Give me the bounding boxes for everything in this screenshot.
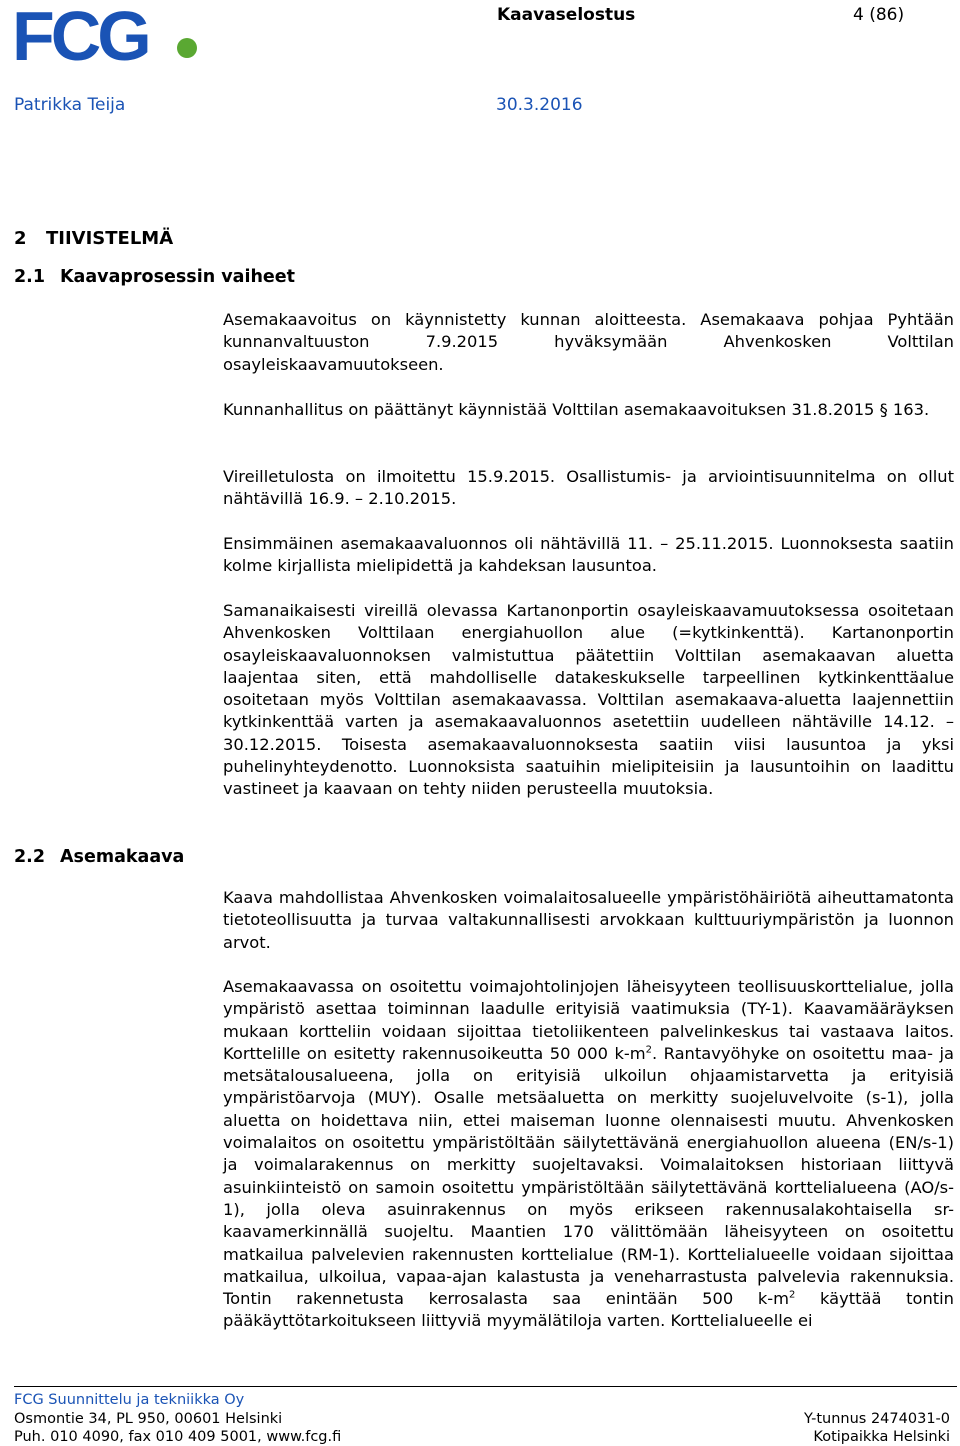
paragraph-text: käyttää tontin pääkäyttötarkoitukseen liittyviä myymälätiloja varten. Korttelialueelle ei bbox=[223, 1289, 954, 1331]
footer-divider bbox=[14, 1386, 957, 1387]
footer-business-id: Y-tunnus 2474031-0 bbox=[803, 1411, 950, 1427]
superscript: 2 bbox=[645, 1044, 652, 1056]
footer-domicile: Kotipaikka Helsinki bbox=[813, 1429, 950, 1445]
subsection-number: 2.1 bbox=[14, 267, 46, 287]
page-number: 4 (86) bbox=[853, 5, 905, 25]
document-date: 30.3.2016 bbox=[496, 95, 583, 115]
paragraph-text: . Rantavyöhyke on osoitettu maa- ja metsätalousalueena, jolla on erityisiä ulkoilun ohjaamistarvetta ja erityisiä ympäristöarvoja (MUY). Osalle metsäaluetta on merkitty suojeluvelvoite (s-1), jolla aluetta on hoidettava niin, ettei maiseman luonne olennaisesti muutu. Ahvenkosken voimalaitos on osoitettu ympäristöltään säilytettävänä energiahuollon alueena (EN/s-1) ja voimalarakennus on merkitty suojeltavaksi. Voimalaitoksen historiaan liittyvä asuinkiinteistö on samoin osoitettu ympäristöltään säilytettävänä korttelialueena (AO/s-1), jolla oleva asuinrakennus on myös erikseen rakennusalakohtaisella sr-kaavamerkinnällä suojeltu. Maantien 170 välittömään läheisyyteen on osoitettu matkailua palvelevien rakennusten korttelialue (RM-1). Korttelialueelle voidaan sijoittaa matkailua, ulkoilua, vapaa-ajan kalastusta ja veneharrastusta palvelevia rakennuksia. Tontin rakennetusta kerrosalasta saa enintään 500 k-m bbox=[223, 1043, 954, 1309]
subsection-title: Kaavaprosessin vaiheet bbox=[60, 267, 296, 287]
subsection-number: 2.2 bbox=[14, 847, 46, 867]
footer-company: FCG Suunnittelu ja tekniikka Oy bbox=[14, 1392, 245, 1408]
logo-text: FCG bbox=[12, 2, 148, 66]
paragraph bbox=[223, 976, 954, 1333]
section-number: 2 bbox=[14, 228, 27, 249]
paragraph: Asemakaavoitus on käynnistetty kunnan aloitteesta. Asemakaava pohjaa Pyhtään kunnanvaltuuston 7.9.2015 hyväksymään Ahvenkosken Volttilan osayleiskaavamuutokseen. bbox=[223, 310, 954, 374]
section-heading bbox=[14, 228, 173, 250]
paragraph: Vireilletulosta on ilmoitettu 15.9.2015. Osallistumis- ja arviointisuunnitelma on ollut nähtävillä 16.9. – 2.10.2015. bbox=[223, 467, 954, 509]
subsection-title: Asemakaava bbox=[60, 847, 185, 867]
paragraph: Ensimmäinen asemakaavaluonnos oli nähtävillä 11. – 25.11.2015. Luonnoksesta saatiin kolme kirjallista mielipidettä ja kahdeksan lausuntoa. bbox=[223, 534, 954, 576]
section-title: TIIVISTELMÄ bbox=[46, 228, 174, 249]
footer-contact: Puh. 010 4090, fax 010 409 5001, www.fcg.fi bbox=[14, 1429, 342, 1445]
fcg-logo bbox=[12, 2, 202, 66]
paragraph: Samanaikaisesti vireillä olevassa Kartanonportin osayleiskaavamuutoksessa osoitetaan Ahvenkosken Volttilaan energiahuollon alue (=kytkinkenttä). Kartanonportin osayleiskaavaluonnoksen valmistuttua päätettiin Volttilan asemakaavan aluetta laajentaa siten, että mahdolliselle datakeskukselle tarpeellinen kytkinkenttäalue osoitetaan myös Volttilan asemakaavassa. Volttilan asemakaava-aluetta laajennettiin kytkinkenttää varten ja asemakaavaluonnos asetettiin uudelleen nähtäville 14.12. – 30.12.2015. Toisesta asemakaavaluonnoksesta saatiin viisi lausuntoa ja yksi puhelinyhteydenotto. Luonnoksista saatuihin mielipiteisiin ja lausuntoihin on laadittu vastineet ja kaavaan on tehty niiden perusteella muutoksia. bbox=[223, 601, 954, 799]
subsection-heading-2-1 bbox=[14, 266, 295, 288]
superscript: 2 bbox=[789, 1289, 796, 1301]
paragraph: Kaava mahdollistaa Ahvenkosken voimalaitosalueelle ympäristöhäiriötä aiheuttamatonta tietoteollisuutta ja turvaa valtakunnallisesti arvokkaan kulttuuriympäristön ja luonnon arvot. bbox=[223, 888, 954, 952]
paragraph-text: Asemakaavassa on osoitettu voimajohtolinjojen läheisyyteen teollisuuskorttelialue, jolla ympäristö asettaa toiminnan laadulle erityisiä vaatimuksia (TY-1). Kaavamääräyksen mukaan kortteliin voidaan sijoittaa tietoliikenteen palvelinkeskus tai vastaava laitos. Korttelille on esitetty rakennusoikeutta 50 000 k-m bbox=[223, 977, 954, 1063]
subsection-heading-2-2 bbox=[14, 846, 184, 868]
footer-address: Osmontie 34, PL 950, 00601 Helsinki bbox=[14, 1411, 283, 1427]
document-title: Kaavaselostus bbox=[497, 5, 636, 25]
paragraph: Kunnanhallitus on päättänyt käynnistää Volttilan asemakaavoituksen 31.8.2015 § 163. bbox=[223, 400, 930, 419]
author-name: Patrikka Teija bbox=[14, 95, 126, 115]
logo-dot-icon bbox=[177, 38, 197, 58]
